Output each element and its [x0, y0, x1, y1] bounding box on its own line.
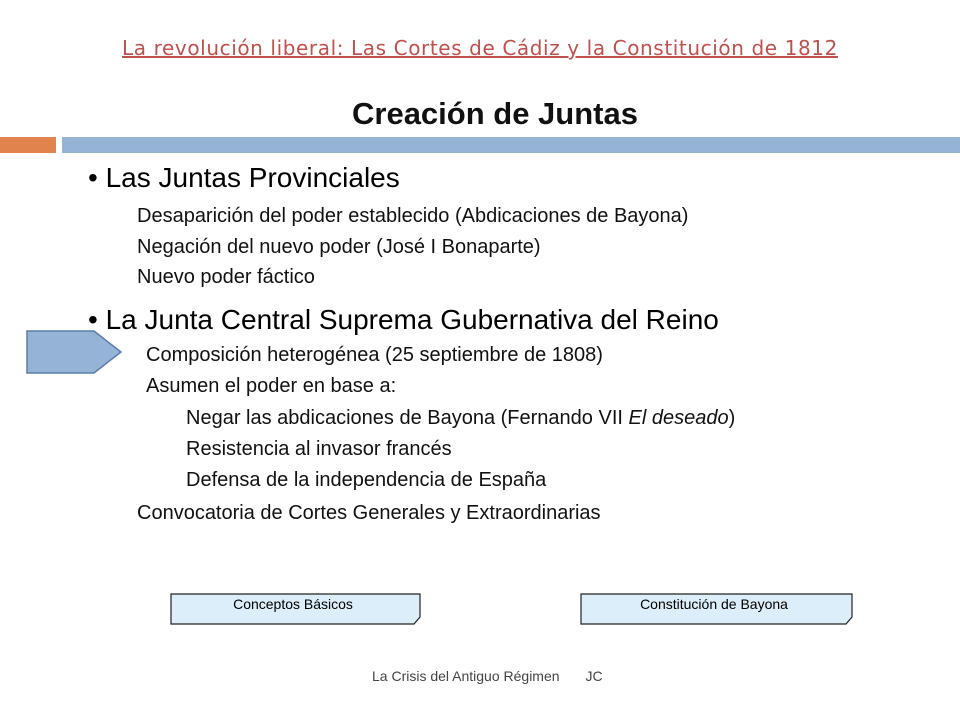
constitucion-de-bayona-label: Constitución de Bayona — [640, 596, 788, 612]
list-item: Composición heterogénea (25 septiembre de 1808) — [146, 344, 603, 366]
list-item: Defensa de la independencia de España — [186, 469, 547, 491]
arrow-shape-icon — [26, 330, 122, 379]
list-item — [186, 407, 735, 430]
constitucion-de-bayona-button[interactable] — [580, 593, 854, 623]
footer — [372, 668, 603, 684]
list-item-italic: El deseado — [628, 407, 729, 429]
conceptos-basicos-label: Conceptos Básicos — [233, 596, 353, 612]
footer-course: La Crisis del Antiguo Régimen — [372, 668, 560, 684]
list-item-text: Negar las abdicaciones de Bayona (Fernando VII — [186, 407, 629, 429]
accent-bar-orange — [0, 137, 56, 153]
section-heading-juntas-provinciales: • Las Juntas Provinciales — [88, 162, 400, 193]
list-item: Negación del nuevo poder (José I Bonaparte) — [137, 236, 541, 258]
accent-bar-blue — [62, 137, 960, 153]
presentation-title-link[interactable]: La revolución liberal: Las Cortes de Cádiz y la Constitución de 1812 — [122, 36, 838, 60]
slide-title: Creación de Juntas — [352, 96, 638, 131]
list-item: Desaparición del poder establecido (Abdicaciones de Bayona) — [137, 205, 689, 227]
section-heading-junta-central: • La Junta Central Suprema Gubernativa del Reino — [88, 304, 719, 335]
conceptos-basicos-button[interactable] — [170, 593, 422, 623]
list-item-text: ) — [728, 407, 736, 429]
list-item: Nuevo poder fáctico — [137, 266, 315, 288]
list-item: Resistencia al invasor francés — [186, 438, 452, 460]
footer-author: JC — [585, 668, 603, 684]
list-item: Convocatoria de Cortes Generales y Extraordinarias — [137, 502, 601, 524]
list-item: Asumen el poder en base a: — [146, 375, 397, 397]
